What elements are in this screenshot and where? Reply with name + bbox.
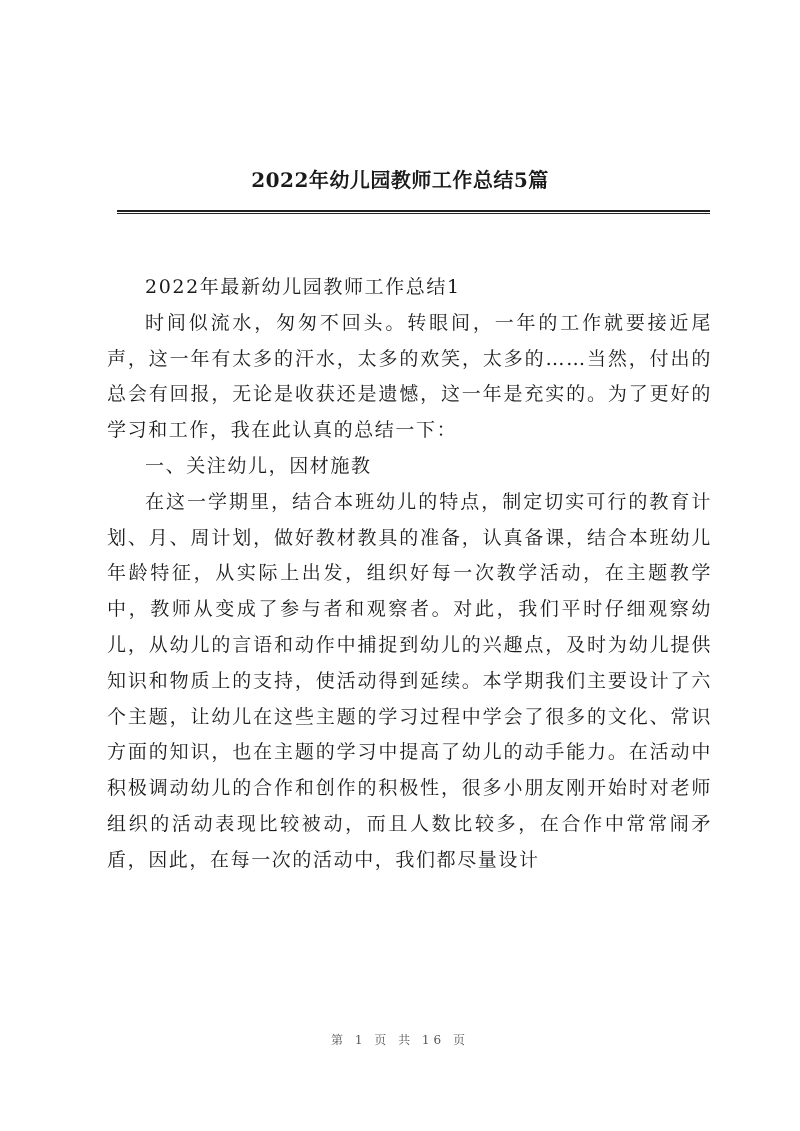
page-footer: 第 1 页 共 16 页 [331,1033,469,1047]
subsection-heading: 一、关注幼儿，因材施教 [145,454,372,477]
document-body [107,270,712,879]
document-title: 2022年幼儿园教师工作总结5篇 [251,168,549,192]
section-heading: 2022年最新幼儿园教师工作总结1 [145,276,461,298]
body-paragraph: 时间似流水，匆匆不回头。转眼间，一年的工作就要接近尾声，这一年有太多的汗水，太多的欢笑，太多的……当然，付出的总会有回报，无论是收获还是遗憾，这一年是充实的。为了更好的学习和工作，我在此认真的总结一下： [107,311,712,442]
title-divider [117,210,710,214]
body-paragraph: 在这一学期里，结合本班幼儿的特点，制定切实可行的教育计划、月、周计划，做好教材教具的准备，认真备课，结合本班幼儿年龄特征，从实际上出发，组织好每一次教学活动，在主题教学中，教师从变成了参与者和观察者。对此，我们平时仔细观察幼儿，从幼儿的言语和动作中捕捉到幼儿的兴趣点，及时为幼儿提供知识和物质上的支持，使活动得到延续。本学期我们主要设计了六个主题，让幼儿在这些主题的学习过程中学会了很多的文化、常识方面的知识，也在主题的学习中提高了幼儿的动手能力。在活动中积极调动幼儿的合作和创作的积极性，很多小朋友刚开始时对老师组织的活动表现比较被动，而且人数比较多，在合作中常常闹矛盾，因此，在每一次的活动中，我们都尽量设计 [107,490,712,871]
